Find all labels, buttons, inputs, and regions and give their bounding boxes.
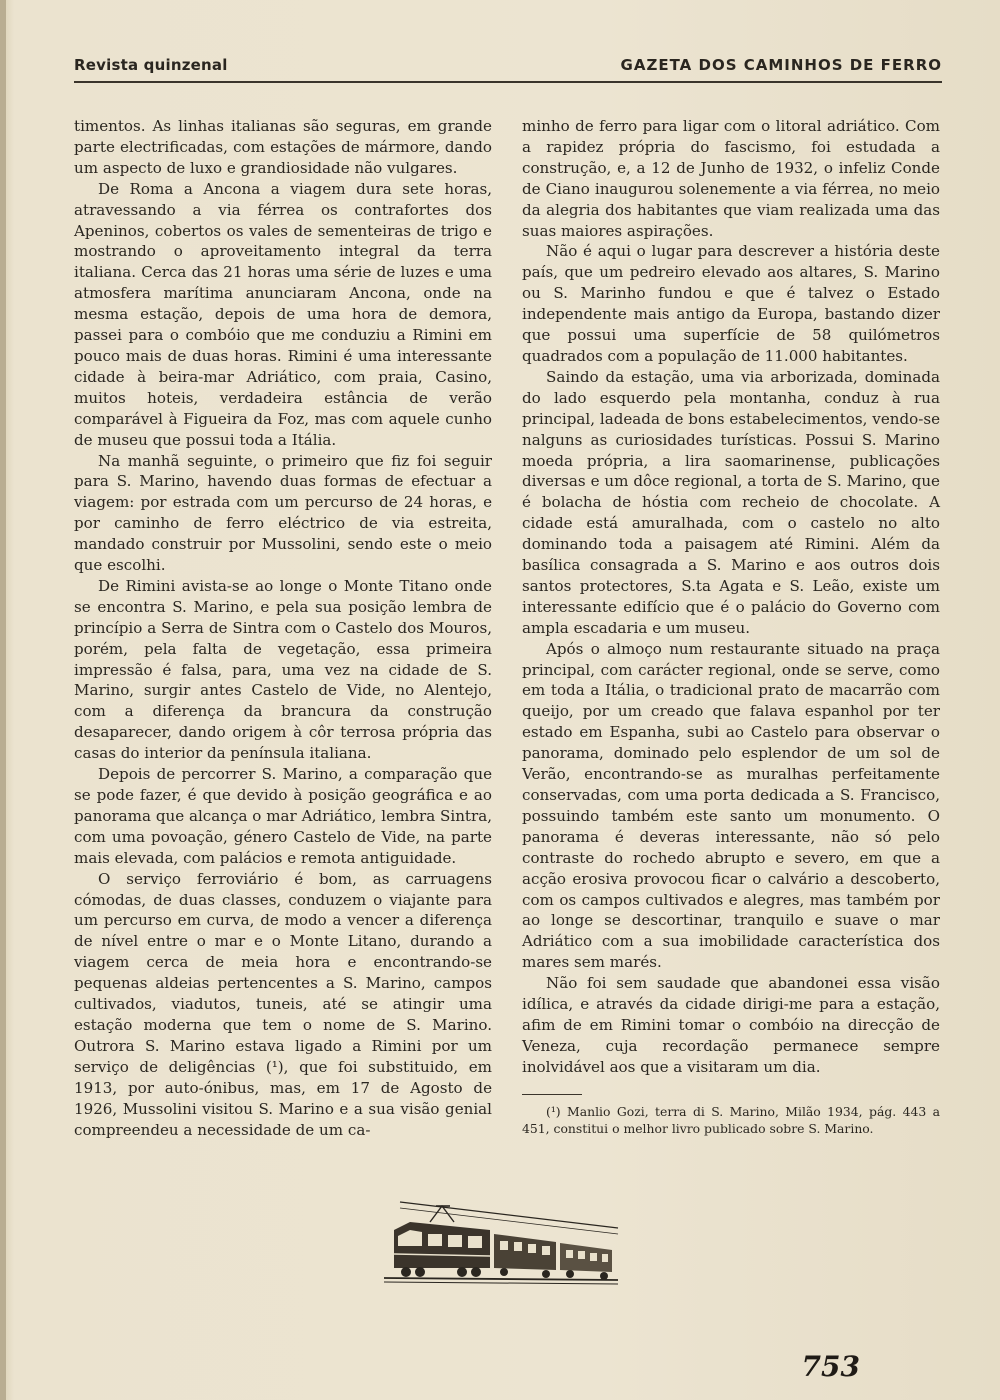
header-periodicity: Revista quinzenal — [74, 56, 228, 74]
paragraph: timentos. As linhas italianas são seguras, em grande parte electrificadas, com estações de mármore, dando um aspecto de luxo e grandiosidade não vulgares. — [74, 117, 492, 177]
paragraph: O serviço ferroviário é bom, as carruagens cómodas, de duas classes, conduzem o viajante para um percurso em curva, de modo a vencer a diferença de nível entre o mar e o Monte Litano, durando a viagem cerca de meia hora e encontrando-se pequenas aldeias pertencentes a S. Marino, campos cultivados, viadutos, tuneis, até se atingir uma estação moderna que tem o nome de S. Marino. Outrora S. Marino estava ligado a Rimini por um serviço de deligências (¹), que foi substituido, em 1913, por auto-ónibus, mas, em 17 de Agosto de 1926, Mussolini visitou S. Marino e a sua visão genial compreendeu a necessidade de um ca- — [74, 869, 492, 1139]
footnote — [522, 1103, 940, 1137]
paragraph: De Rimini avista-se ao longe o Monte Titano onde se encontra S. Marino, e pela sua posição lembra de princípio a Serra de Sintra com o Castelo dos Mouros, porém, pela falta de vegetação, essa primeira impressão é falsa, para, uma vez na cidade de S. Marino, surgir antes Castelo de Vide, no Alentejo, com a diferença da brancura da construção desaparecer, dando origem à côr terrosa própria das casas do interior da península italiana. — [74, 576, 492, 763]
paragraph: Depois de percorrer S. Marino, a comparação que se pode fazer, é que devido à posição geográfica e ao panorama que alcança o mar Adriático, lembra Sintra, com uma povoação, género Castelo de Vide, na parte mais elevada, com palácios e remota antiguidade. — [74, 765, 492, 867]
page-header — [74, 56, 942, 84]
paragraph: minho de ferro para ligar com o litoral adriático. Com a rapidez própria do fascismo, foi estudada a construção, e, a 12 de Junho de 1932, o infeliz Conde de Ciano inaugurou solenemente a via férrea, no meio da alegria dos habitantes que viam realizada uma das suas maiores aspirações. — [522, 117, 940, 240]
footnote-text: (¹) Manlio Gozi, terra di S. Marino, Milão 1934, pág. 443 a 451, constitui o melhor livro publicado sobre S. Marino. — [522, 1103, 940, 1136]
right-column — [522, 116, 940, 1137]
footnote-rule — [522, 1094, 582, 1095]
paragraph: Após o almoço num restaurante situado na praça principal, com carácter regional, onde se serve, como em toda a Itália, o tradicional prato de macarrão com queijo, por um creado que falava espanhol por ter estado em Espanha, subi ao Castelo para observar o panorama, dominado pelo esplendor de um sol de Verão, encontrando-se as muralhas perfeitamente conservadas, com uma porta dedicada a S. Francisco, possuindo também este santo um monumento. O panorama é deveras interessante, não só pelo contraste do rochedo abrupto e severo, em que a acção erosiva provocou ficar o calvário a descoberto, com os campos cultivados e alegres, mas também por ao longe se descortinar, tranquilo e suave o mar Adriático com a sua imobilidade característica dos mares sem marés. — [522, 639, 940, 972]
electric-train-icon — [380, 1190, 620, 1290]
left-column — [74, 116, 492, 1140]
paragraph: Na manhã seguinte, o primeiro que fiz foi seguir para S. Marino, havendo duas formas de efectuar a viagem: por estrada com um percurso de 24 horas, e por caminho de ferro eléctrico de via estreita, mandado construir por Mussolini, sendo este o meio que escolhi. — [74, 451, 492, 575]
header-publication-title: GAZETA DOS CAMINHOS DE FERRO — [620, 56, 942, 74]
header-rule — [74, 81, 942, 83]
paragraph: Não foi sem saudade que abandonei essa visão idílica, e através da cidade dirigi-me para a estação, afim de em Rimini tomar o combóio na direcção de Veneza, cuja recordação permanece sempre inolvidável aos que a visitaram um dia. — [522, 974, 940, 1076]
page-spine — [0, 0, 6, 1400]
paragraph: Não é aqui o lugar para descrever a história deste país, que um pedreiro elevado aos altares, S. Marino ou S. Marinho fundou e que é talvez o Estado independente mais antigo da Europa, bastando dizer que possui uma superfície de 58 quilómetros quadrados com a população de 11.000 habitantes. — [522, 242, 940, 365]
paragraph: Saindo da estação, uma via arborizada, dominada do lado esquerdo pela montanha, conduz à rua principal, ladeada de bons estabelecimentos, vendo-se nalguns as curiosidades turísticas. Possui S. Marino moeda própria, a lira saomarinense, publicações diversas e um dôce regional, a torta de S. Marino, que é bolacha de hóstia com recheio de chocolate. A cidade está amuralhada, com o castelo no alto dominando toda a paisagem até Rimini. Além da basílica consagrada a S. Marino e aos outros dois santos protectores, S.ta Agata e S. Leão, existe um interessante edifício que é o palácio do Governo com ampla escadaria e um museu. — [522, 367, 940, 637]
page-number: 753 — [801, 1350, 860, 1383]
paragraph: De Roma a Ancona a viagem dura sete horas, atravessando a via férrea os contrafortes dos Apeninos, cobertos os vales de sementeiras de trigo e mostrando o aproveitamento integral da terra italiana. Cerca das 21 horas uma série de luzes e uma atmosfera marítima anunciaram Ancona, onde na mesma estação, depois de uma hora de demora, passei para o combóio que me conduziu a Rimini em pouco mais de duas horas. Rimini é uma interessante cidade à beira-mar Adriático, com praia, Casino, muitos hoteis, verdadeira estância de verão comparável à Figueira da Foz, mas com aquele cunho de museu que possui toda a Itália. — [74, 179, 492, 449]
